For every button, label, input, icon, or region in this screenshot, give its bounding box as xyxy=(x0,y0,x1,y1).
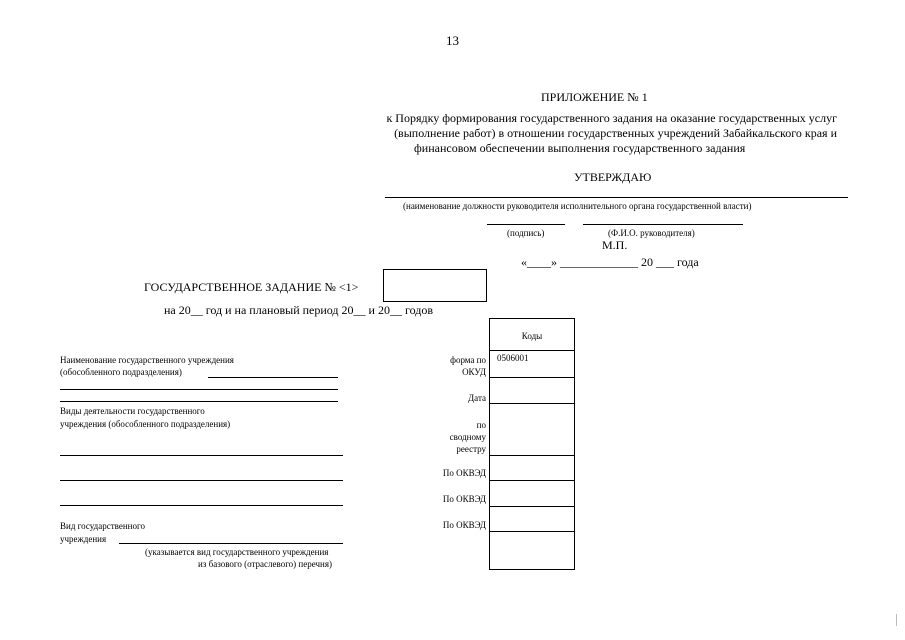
okved-label-2: По ОКВЭД xyxy=(442,494,486,504)
okud-label-1: форма по xyxy=(450,355,486,365)
appendix-line-3: финансовом обеспечении выполнения государственного задания xyxy=(414,141,746,155)
institution-name-line-2 xyxy=(60,389,338,390)
assignment-title: ГОСУДАРСТВЕННОЕ ЗАДАНИЕ № <1> xyxy=(144,280,359,294)
signature-line xyxy=(487,224,565,225)
registry-label-2: сводному xyxy=(449,432,486,442)
okved-label-1: По ОКВЭД xyxy=(442,468,486,478)
assignment-period: на 20__ год и на плановый период 20__ и 20__ годов xyxy=(164,303,434,317)
codes-row-divider-1 xyxy=(489,377,575,378)
assignment-number-box xyxy=(383,269,487,302)
scan-edge-mark xyxy=(896,614,897,626)
stamp-label: М.П. xyxy=(602,238,628,252)
appendix-title: ПРИЛОЖЕНИЕ № 1 xyxy=(541,90,648,104)
activities-line-3 xyxy=(60,505,343,506)
activities-label-1: Виды деятельности государственного xyxy=(60,406,205,416)
okud-value: 0506001 xyxy=(497,353,529,363)
institution-type-caption-1: (указывается вид государственного учреждения xyxy=(145,547,329,557)
approve-label: УТВЕРЖДАЮ xyxy=(574,170,652,184)
position-caption: (наименование должности руководителя исполнительного органа государственной власти) xyxy=(403,201,752,211)
activities-line-2 xyxy=(60,480,343,481)
institution-type-line xyxy=(119,543,343,544)
codes-row-divider-6 xyxy=(489,531,575,532)
institution-name-label-2: (обособленного подразделения) xyxy=(60,367,182,377)
codes-header-divider xyxy=(489,350,575,351)
okved-label-3: По ОКВЭД xyxy=(442,520,486,530)
fio-caption: (Ф.И.О. руководителя) xyxy=(608,228,695,238)
activities-label-2: учреждения (обособленного подразделения) xyxy=(60,419,231,429)
approval-date: «____» _____________ 20 ___ года xyxy=(521,255,699,269)
fio-line xyxy=(583,224,743,225)
codes-row-divider-2 xyxy=(489,403,575,404)
date-label: Дата xyxy=(468,393,486,403)
institution-type-label-1: Вид государственного xyxy=(60,521,145,531)
okud-label-2: ОКУД xyxy=(462,367,486,377)
institution-name-line-3 xyxy=(60,401,338,402)
page-number: 13 xyxy=(446,33,459,48)
codes-row-divider-5 xyxy=(489,506,575,507)
position-line xyxy=(385,197,848,198)
institution-name-line-1 xyxy=(208,377,338,378)
activities-line-1 xyxy=(60,455,343,456)
institution-type-caption-2: из базового (отраслевого) перечня) xyxy=(198,559,332,569)
codes-header: Коды xyxy=(521,331,543,341)
codes-row-divider-4 xyxy=(489,480,575,481)
institution-name-label-1: Наименование государственного учреждения xyxy=(60,355,234,365)
institution-type-label-2: учреждения xyxy=(60,534,107,544)
signature-caption: (подпись) xyxy=(507,228,545,238)
registry-label-3: реестру xyxy=(456,444,486,454)
registry-label-1: по xyxy=(476,420,486,430)
appendix-line-2: (выполнение работ) в отношении государственных учреждений Забайкальского края и xyxy=(394,126,837,140)
codes-row-divider-3 xyxy=(489,455,575,456)
appendix-line-1: к Порядку формирования государственного задания на оказание государственных услуг xyxy=(386,111,837,125)
